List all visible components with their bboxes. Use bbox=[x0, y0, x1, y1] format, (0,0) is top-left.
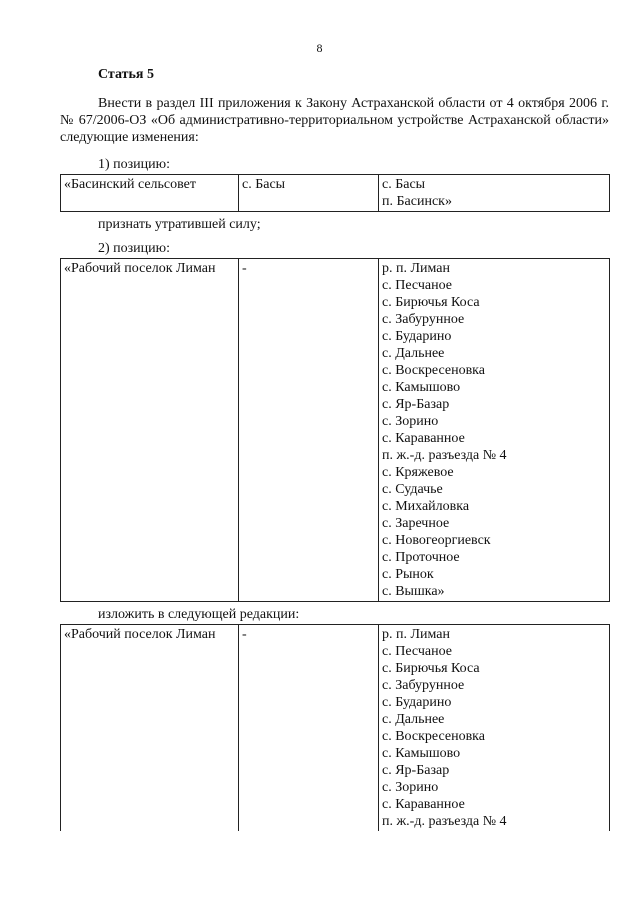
settlement-item: с. Михайловка bbox=[382, 499, 470, 514]
item1-label: 1) позицию: bbox=[98, 157, 171, 172]
settlement-item: р. п. Лиман bbox=[382, 627, 450, 642]
settlement-item: с. Песчаное bbox=[382, 278, 452, 293]
settlement-item: с. Бирючья Коса bbox=[382, 661, 480, 676]
settlement-item: с. Бударино bbox=[382, 695, 452, 710]
settlement-item: с. Дальнее bbox=[382, 346, 445, 361]
territory-cell: «Рабочий поселок Лиман bbox=[61, 625, 239, 832]
territory-cell: «Басинский сельсовет bbox=[61, 175, 239, 212]
settlement-item: п. ж.-д. разъезда № 4 bbox=[382, 814, 507, 829]
settlement-item: с. Песчаное bbox=[382, 644, 452, 659]
settlement-item: с. Камышово bbox=[382, 746, 461, 761]
settlement-item: с. Проточное bbox=[382, 550, 460, 565]
settlement-item: с. Вышка» bbox=[382, 584, 445, 599]
settlement-item: п. ж.-д. разъезда № 4 bbox=[382, 448, 507, 463]
settlement-item: с. Рынок bbox=[382, 567, 434, 582]
settlement-item: с. Бирючья Коса bbox=[382, 295, 480, 310]
settlement-item: с. Камышово bbox=[382, 380, 461, 395]
table-row bbox=[61, 175, 610, 212]
settlement-item: с. Яр-Базар bbox=[382, 763, 450, 778]
settlements-cell bbox=[379, 625, 610, 832]
settlement-item: с. Караванное bbox=[382, 431, 465, 446]
settlement-item: р. п. Лиман bbox=[382, 261, 450, 276]
intro-paragraph bbox=[60, 95, 609, 146]
center-cell: с. Басы bbox=[239, 175, 379, 212]
settlements-cell bbox=[379, 259, 610, 602]
settlement-item: с. Забурунное bbox=[382, 678, 465, 693]
settlement-item: с. Кряжевое bbox=[382, 465, 454, 480]
table-row bbox=[61, 625, 610, 832]
settlement-item: с. Забурунное bbox=[382, 312, 465, 327]
settlement-item: с. Зорино bbox=[382, 780, 439, 795]
settlements-cell bbox=[379, 175, 610, 212]
settlement-item: с. Воскресеновка bbox=[382, 363, 485, 378]
settlement-item: с. Воскресеновка bbox=[382, 729, 485, 744]
settlement-item: с. Дальнее bbox=[382, 712, 445, 727]
item1-table bbox=[60, 174, 610, 212]
settlement-item: с. Новогеоргиевск bbox=[382, 533, 491, 548]
settlement-item: с. Басы bbox=[382, 177, 426, 192]
center-cell: - bbox=[239, 259, 379, 602]
item1-action: признать утратившей силу; bbox=[98, 217, 261, 232]
new-row-table bbox=[60, 624, 610, 831]
article-heading: Статья 5 bbox=[98, 67, 154, 82]
settlement-item: п. Басинск» bbox=[382, 194, 452, 209]
center-cell: - bbox=[239, 625, 379, 832]
settlement-item: с. Судачье bbox=[382, 482, 443, 497]
settlement-item: с. Зорино bbox=[382, 414, 439, 429]
page-number: 8 bbox=[316, 41, 323, 55]
item2-table bbox=[60, 258, 610, 602]
settlement-item: с. Бударино bbox=[382, 329, 452, 344]
settlement-item: с. Караванное bbox=[382, 797, 465, 812]
settlement-item: с. Заречное bbox=[382, 516, 450, 531]
intro-text: Внести в раздел III приложения к Закону Астраханской области от 4 октября 2006 г. № 67/2006-ОЗ «Об административно-территориальном устройстве Астраханской области» следующие изменения: bbox=[60, 96, 609, 145]
territory-cell: «Рабочий поселок Лиман bbox=[61, 259, 239, 602]
item2-label: 2) позицию: bbox=[98, 241, 171, 256]
settlement-item: с. Яр-Базар bbox=[382, 397, 450, 412]
table-row bbox=[61, 259, 610, 602]
item2-action: изложить в следующей редакции: bbox=[98, 607, 300, 622]
